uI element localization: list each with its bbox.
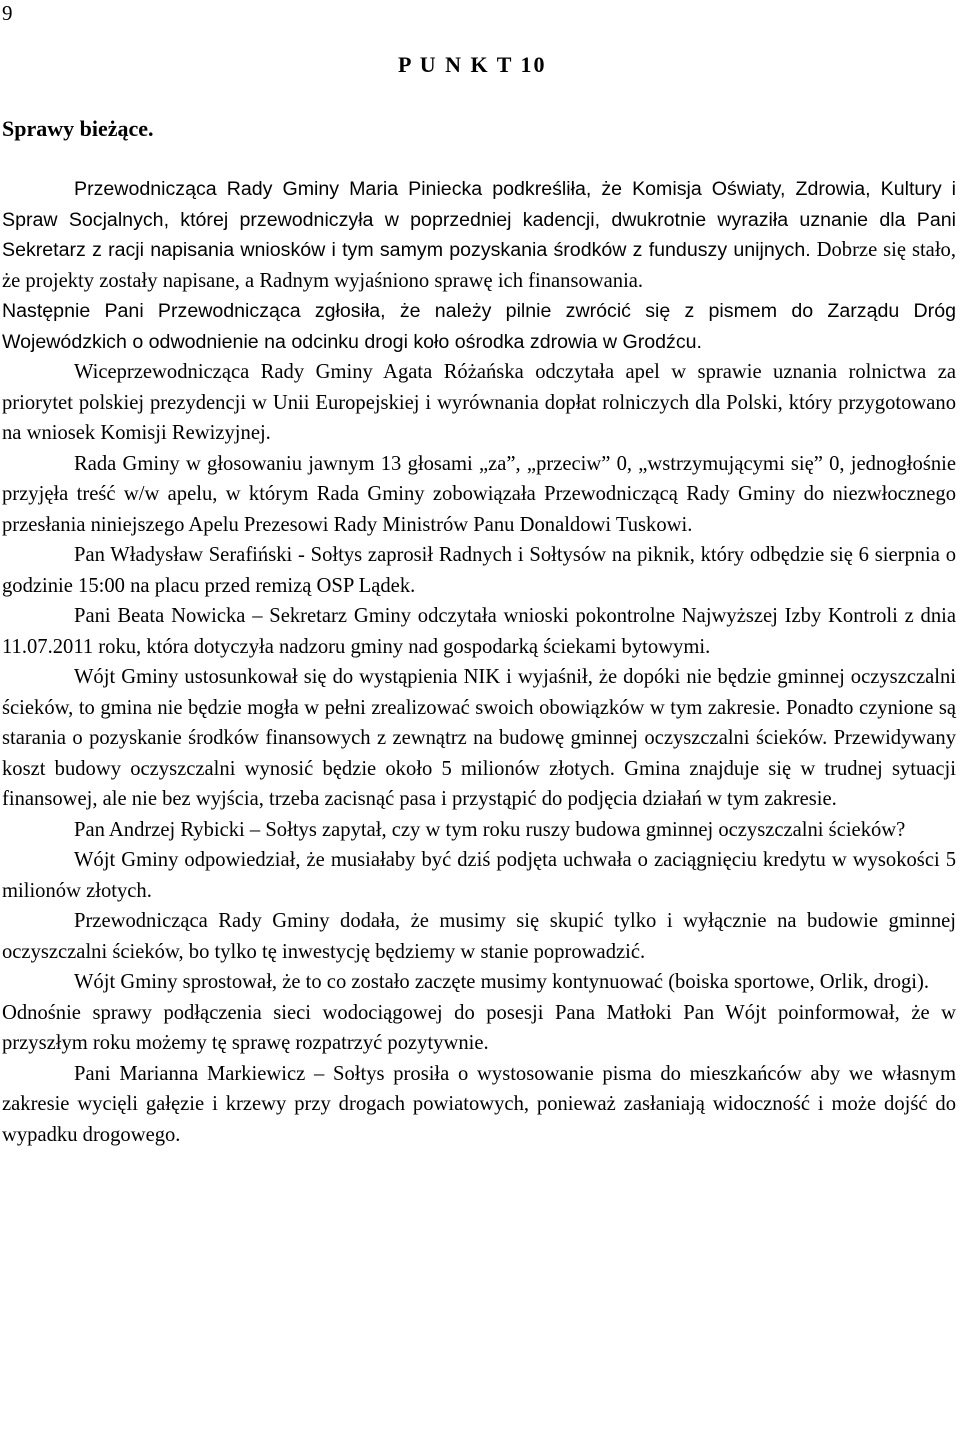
paragraph: Wiceprzewodnicząca Rady Gminy Agata Różańska odczytała apel w sprawie uznania rolnictwa za priorytet polskiej prezydencji w Unii Europejskiej i wyrównania dopłat rolniczych dla Polski, który przygotowano na wniosek Komisji Rewizyjnej. bbox=[2, 361, 956, 444]
paragraph: Pan Andrzej Rybicki – Sołtys zapytał, czy w tym roku ruszy budowa gminnej oczyszczalni ścieków? bbox=[74, 818, 906, 841]
paragraph: Odnośnie sprawy podłączenia sieci wodociągowej do posesji Pana Matłoki Pan Wójt poinformował, że w przyszłym roku możemy tę sprawę rozpatrzyć pozytywnie. bbox=[2, 1001, 956, 1054]
document-body bbox=[2, 174, 956, 1150]
paragraph: Następnie Pani Przewodnicząca zgłosiła, że należy pilnie zwrócić się z pismem do Zarządu Dróg Wojewódzkich o odwodnienie na odcinku drogi koło ośrodka zdrowia w Grodźcu. bbox=[2, 300, 956, 353]
section-title: Sprawy bieżące. bbox=[2, 116, 154, 141]
section-heading: P U N K T 10 bbox=[398, 52, 547, 77]
paragraph: Wójt Gminy sprostował, że to co zostało zaczęte musimy kontynuować (boiska sportowe, Orlik, drogi). bbox=[74, 971, 930, 993]
paragraph: Wójt Gminy odpowiedział, że musiałaby być dziś podjęta uchwała o zaciągnięciu kredytu w wysokości 5 milionów złotych. bbox=[2, 849, 956, 902]
page-number: 9 bbox=[2, 1, 13, 25]
paragraph: Przewodnicząca Rady Gminy dodała, że musimy się skupić tylko i wyłącznie na budowie gminnej oczyszczalni ścieków, bo tylko tę inwestycję będziemy w stanie poprowadzić. bbox=[2, 910, 956, 963]
paragraph-text: Dobrze się stało, że projekty zostały napisane, a Radnym wyjaśniono sprawę ich finansowania. bbox=[2, 239, 956, 292]
paragraph bbox=[2, 174, 956, 296]
paragraph-text: Przewodnicząca Rady Gminy Maria Piniecka podkreśliła, że Komisja Oświaty, Zdrowia, Kultury i Spraw Socjalnych, której przewodniczyła w poprzedniej kadencji, dwukrotnie wyraziła uznanie dla Pani Sekretarz z racji napisania wniosków i tym samym pozyskania środków z funduszy unijnych. bbox=[2, 178, 956, 261]
paragraph: Pani Beata Nowicka – Sekretarz Gminy odczytała wnioski pokontrolne Najwyższej Izby Kontroli z dnia 11.07.2011 roku, która dotyczyła nadzoru gminy nad gospodarką ściekami bytowymi. bbox=[2, 605, 956, 658]
paragraph: Wójt Gminy ustosunkował się do wystąpienia NIK i wyjaśnił, że dopóki nie będzie gminnej oczyszczalni ścieków, to gmina nie będzie mogła w pełni zrealizować swoich obowiązków w tym zakresie. Ponadto czynione są starania o pozyskanie środków finansowych z zewnątrz na budowę gminnej oczyszczalni ścieków. Przewidywany koszt budowy oczyszczalni wynosić będzie około 5 milionów złotych. Gmina znajduje się w trudnej sytuacji finansowej, ale nie bez wyjścia, trzeba zacisnąć pasa i przystąpić do podjęcia działań w tym zakresie. bbox=[2, 666, 956, 810]
paragraph: Pani Marianna Markiewicz – Sołtys prosiła o wystosowanie pisma do mieszkańców aby we własnym zakresie wycięli gałęzie i krzewy przy drogach powiatowych, ponieważ zasłaniają widoczność i może dojść do wypadku drogowego. bbox=[2, 1062, 956, 1146]
paragraph: Pan Władysław Serafiński - Sołtys zaprosił Radnych i Sołtysów na piknik, który odbędzie się 6 sierpnia o godzinie 15:00 na placu przed remizą OSP Lądek. bbox=[2, 544, 956, 597]
paragraph: Rada Gminy w głosowaniu jawnym 13 głosami „za”, „przeciw” 0, „wstrzymującymi się” 0, jednogłośnie przyjęła treść w/w apelu, w którym Rada Gminy zobowiązała Przewodniczącą Rady Gminy do niezwłocznego przesłania niniejszego Apelu Prezesowi Rady Ministrów Panu Donaldowi Tuskowi. bbox=[2, 452, 956, 536]
